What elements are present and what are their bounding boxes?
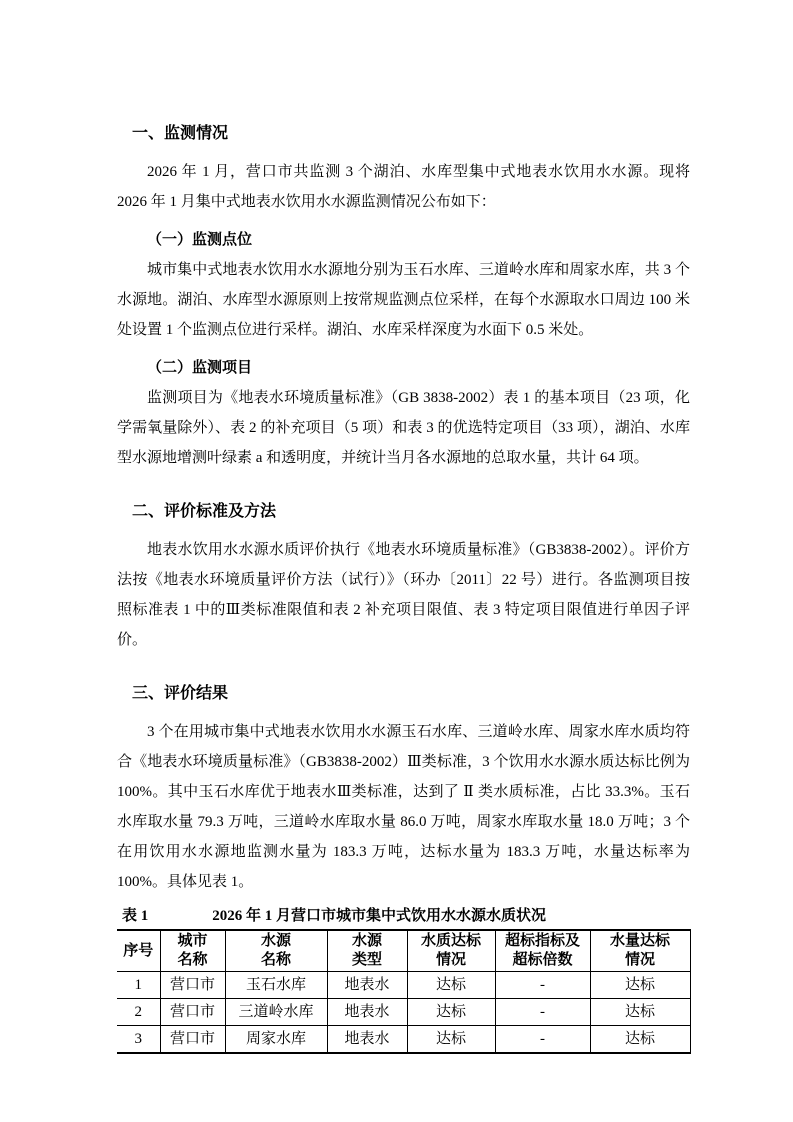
table-cell: 达标 bbox=[407, 972, 495, 999]
table-cell: 达标 bbox=[407, 999, 495, 1026]
table-caption-label: 表 1 bbox=[122, 908, 149, 924]
table-cell: 3 bbox=[117, 1026, 160, 1054]
header-cell-source-type: 水源 类型 bbox=[327, 930, 407, 972]
section-heading-1: 一、监测情况 bbox=[132, 125, 229, 142]
table-row bbox=[117, 1026, 690, 1054]
table-header-row bbox=[117, 930, 690, 972]
table-cell: - bbox=[495, 999, 590, 1026]
header-cell-quality-status: 水质达标 情况 bbox=[407, 930, 495, 972]
header-cell-seq: 序号 bbox=[117, 930, 160, 972]
table-cell: 营口市 bbox=[160, 999, 225, 1026]
table-cell: - bbox=[495, 1026, 590, 1054]
table-cell: 1 bbox=[117, 972, 160, 999]
table-caption bbox=[117, 907, 690, 925]
sub-heading-1-1: （一）监测点位 bbox=[147, 232, 253, 248]
header-cell-exceedance: 超标指标及 超标倍数 bbox=[495, 930, 590, 972]
table-caption-title: 2026 年 1 月营口市城市集中式饮用水水源水质状况 bbox=[212, 908, 547, 924]
table-row bbox=[117, 972, 690, 999]
table-cell: - bbox=[495, 972, 590, 999]
table-cell: 营口市 bbox=[160, 972, 225, 999]
paragraph: 地表水饮用水水源水质评价执行《地表水环境质量标准》（GB3838-2002）。评价方法按《地表水环境质量评价方法（试行）》（环办〔2011〕22 号）进行。各监测项目按照标准表 1 中的Ⅲ类标准限值和表 2 补充项目限值、表 3 特定项目限值进行单因子评价。 bbox=[117, 542, 690, 648]
table-cell: 周家水库 bbox=[225, 1026, 327, 1054]
table-cell: 达标 bbox=[590, 972, 690, 999]
paragraph: 2026 年 1 月，营口市共监测 3 个湖泊、水库型集中式地表水饮用水水源。现将 2026 年 1 月集中式地表水饮用水水源监测情况公布如下： bbox=[117, 164, 690, 210]
table-cell: 达标 bbox=[590, 1026, 690, 1054]
paragraph: 3 个在用城市集中式地表水饮用水水源玉石水库、三道岭水库、周家水库水质均符合《地表水环境质量标准》（GB3838-2002）Ⅲ类标准，3 个饮用水水源水质达标比例为 100%。其中玉石水库优于地表水Ⅲ类标准，达到了 Ⅱ 类水质标准，占比 33.3%。玉石水库取水量 79.3 万吨，三道岭水库取水量 86.0 万吨，周家水库取水量 18.0 万吨；3 个在用饮用水水源地监测水量为 183.3 万吨，达标水量为 183.3 万吨，水量达标率为 100%。具体见表 1。 bbox=[117, 724, 690, 890]
table-cell: 三道岭水库 bbox=[225, 999, 327, 1026]
table-cell: 玉石水库 bbox=[225, 972, 327, 999]
table-cell: 达标 bbox=[590, 999, 690, 1026]
section-heading-2: 二、评价标准及方法 bbox=[132, 503, 277, 520]
sub-heading-1-2: （二）监测项目 bbox=[147, 360, 253, 376]
table-cell: 2 bbox=[117, 999, 160, 1026]
paragraph: 监测项目为《地表水环境质量标准》（GB 3838-2002）表 1 的基本项目（23 项，化学需氧量除外）、表 2 的补充项目（5 项）和表 3 的优选特定项目（33 项），湖泊、水库型水源地增测叶绿素 a 和透明度，并统计当月各水源地的总取水量，共计 64 项。 bbox=[117, 390, 690, 466]
header-cell-volume-status: 水量达标 情况 bbox=[590, 930, 690, 972]
table-cell: 营口市 bbox=[160, 1026, 225, 1054]
header-cell-city: 城市 名称 bbox=[160, 930, 225, 972]
table-row bbox=[117, 999, 690, 1026]
table-cell: 地表水 bbox=[327, 972, 407, 999]
water-quality-table bbox=[117, 929, 691, 1054]
table-cell: 地表水 bbox=[327, 999, 407, 1026]
header-cell-source-name: 水源 名称 bbox=[225, 930, 327, 972]
section-heading-3: 三、评价结果 bbox=[132, 685, 229, 702]
paragraph: 城市集中式地表水饮用水水源地分别为玉石水库、三道岭水库和周家水库，共 3 个水源地。湖泊、水库型水源原则上按常规监测点位采样，在每个水源取水口周边 100 米处设置 1 个监测点位进行采样。湖泊、水库采样深度为水面下 0.5 米处。 bbox=[117, 262, 690, 338]
table-cell: 地表水 bbox=[327, 1026, 407, 1054]
table-cell: 达标 bbox=[407, 1026, 495, 1054]
